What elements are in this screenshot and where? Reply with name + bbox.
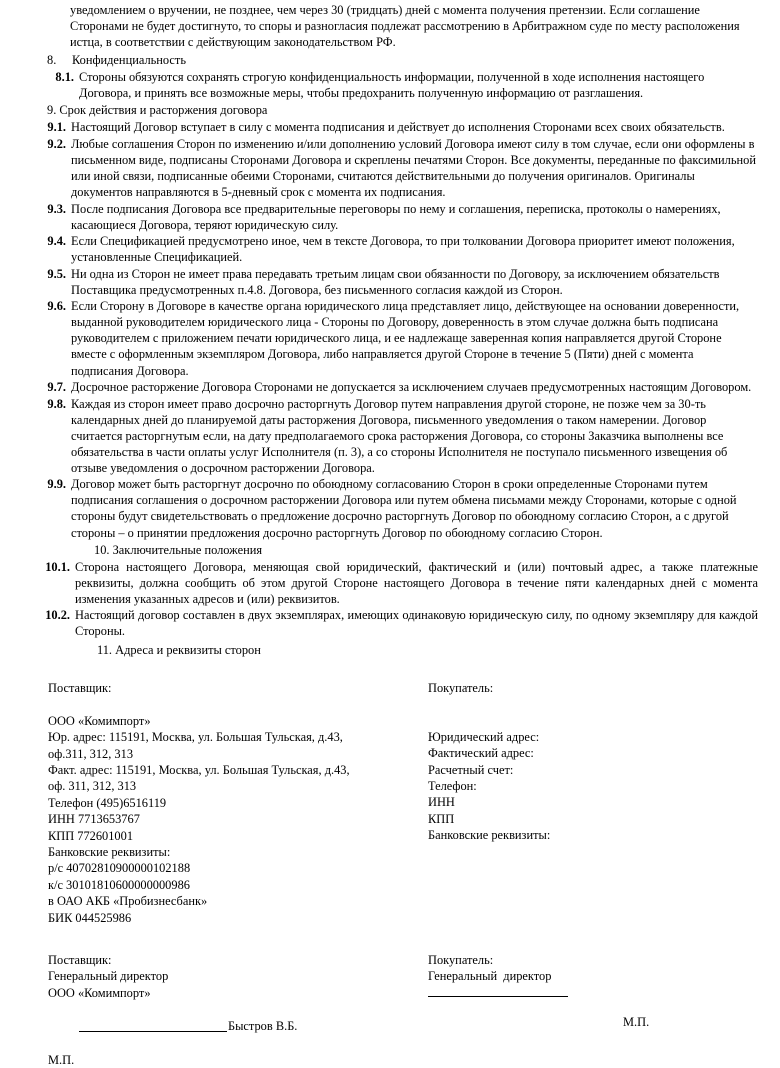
supplier-signatory-name: Быстров В.Б. [227, 1018, 298, 1033]
clause-9-6 [22, 298, 758, 378]
clause-9-4-number: 9.4. [47, 234, 66, 249]
supplier-phone: Телефон (495)6516119 [48, 795, 167, 810]
buyer-kpp-label: КПП [428, 811, 455, 826]
supplier-signature-label: Поставщик: [48, 953, 112, 968]
supplier-settlement-account: р/с 40702810900000102188 [48, 861, 191, 876]
clause-9-5-number: 9.5. [47, 266, 66, 281]
supplier-actual-address-offices: оф. 311, 312, 313 [48, 779, 137, 794]
clause-9-6-number: 9.6. [47, 299, 66, 314]
clause-9-7-text: Досрочное расторжение Договора Сторонами не допускается за исключением случаев предусмотренных настоящим Договором. [71, 380, 752, 395]
supplier-signature-rule[interactable] [79, 1031, 227, 1032]
clause-9-3-text: После подписания Договора все предварительные переговоры по нему и соглашения, переписка, протоколы о намерениях, касающиеся Договора, теряют юридическую силу. [71, 201, 721, 232]
clause-10-2 [22, 607, 758, 639]
buyer-label: Покупатель: [428, 681, 494, 696]
spacer [428, 713, 758, 729]
clause-9-9 [22, 476, 758, 540]
supplier-signature-line-row [48, 1001, 418, 1050]
supplier-legal-address-offices: оф.311, 312, 313 [48, 746, 134, 761]
supplier-inn: ИНН 7713653767 [48, 812, 140, 827]
clause-9-8-text: Каждая из сторон имеет право досрочно расторгнуть Договор путем направления другой стороне, не позже чем за 30-ть календарных дней до планируемой даты расторжения Договора, письменного уведомления о таком намерении. Договор считается расторгнутым если, на дату предполагаемого срока расторжения Договора, со стороны Заказчика выполнены все обязательства в части оплаты услуг Исполнителя (п. 3), а со стороны Исполнителя не поступало письменного извещения об отзыве уведомления о досрочном расторжении Договора. [71, 396, 728, 475]
section-10-heading: 10. Заключительные положения [94, 542, 263, 557]
buyer-inn-label: ИНН [428, 795, 455, 810]
clause-9-3 [22, 201, 758, 233]
buyer-signature-column [418, 952, 758, 1068]
section-9-heading: 9. Срок действия и расторжения договора [47, 103, 268, 118]
clause-9-5 [22, 266, 758, 298]
continued-paragraph: уведомлением о вручении, не позднее, чем через 30 (тридцать) дней с момента получения претензии. Если соглашение Сторонами не будет достигнуто, то споры и разногласия подлежат рассмотрению в Арбитражном суде по месту расположения истца, в соответствии с действующим законодательством РФ. [70, 3, 740, 50]
clause-8-1-number: 8.1. [55, 70, 74, 85]
supplier-stamp-mark: М.П. [48, 1052, 75, 1067]
supplier-bank-name: в ОАО АКБ «Пробизнесбанк» [48, 894, 208, 909]
clause-9-2-number: 9.2. [47, 136, 66, 151]
clause-8-1 [22, 69, 758, 101]
clause-9-8 [22, 396, 758, 476]
spacer [48, 697, 418, 713]
supplier-signature-column [22, 952, 418, 1068]
signature-block [22, 952, 758, 1068]
supplier-signature-company: ООО «Комимпорт» [48, 985, 151, 1000]
clause-9-7-number: 9.7. [47, 380, 66, 395]
supplier-signature-position: Генеральный директор [48, 969, 169, 984]
clause-9-1-number: 9.1. [47, 120, 66, 135]
buyer-settlement-account-label: Расчетный счет: [428, 762, 514, 777]
buyer-phone-label: Телефон: [428, 779, 477, 793]
clause-10-2-text: Настоящий договор составлен в двух экземплярах, имеющих одинаковую юридическую силу, по одному экземпляру для каждой Стороны. [75, 608, 758, 639]
supplier-correspondent-account: к/с 30101810600000000986 [48, 877, 190, 892]
section-8-title: Конфиденциальность [72, 53, 186, 68]
clause-9-3-number: 9.3. [47, 201, 66, 216]
supplier-requisites-column [22, 680, 418, 926]
clause-10-1 [22, 559, 758, 607]
clause-9-4-text: Если Спецификацией предусмотрено иное, чем в тексте Договора, то при толковании Договора приоритет имеют положения, установленные Спецификацией. [71, 234, 735, 265]
supplier-label: Поставщик: [48, 681, 112, 696]
buyer-legal-address-label: Юридический адрес: [428, 729, 540, 744]
buyer-requisites-column [418, 680, 758, 926]
clause-9-9-text: Договор может быть расторгнут досрочно по обоюдному согласованию Сторон в сроки определенные Сторонами путем подписания соглашения о досрочном расторжении Договора или путем обмена письмами между Сторонами, которые с одной стороны будут свидетельствовать о предложение досрочно расторгнуть Договор по обоюдному согласию Сторон, а с другой стороны – о принятии предложения досрочно расторгнуть Договор по обоюдному согласию Сторон. [71, 477, 737, 540]
clause-9-6-text: Если Сторону в Договоре в качестве органа юридического лица представляет лицо, действующее на основании доверенности, выданной руководителем юридического лица - Стороны по Договору, доверенность в этом случае должна быть подписана руководителем с приложением печати юридического лица, и ее надлежаще заверенная копия направляется другой Стороне вместе с оформленным экземпляром Договора, либо направляется другой Стороне в течение 5 (Пяти) дней с момента подписания Договора. [71, 299, 740, 378]
clause-10-1-number: 10.1. [45, 559, 70, 574]
requisites-block [22, 680, 758, 926]
clause-9-1 [22, 119, 758, 135]
clause-10-1-text: Сторона настоящего Договора, меняющая свой юридический, фактический и (или) почтовый адрес, а также платежные реквизиты, должна сообщить об этом другой Стороне настоящего Договора в течение пяти календарных дней с момента изменения указанных адресов и (или) реквизитов. [75, 559, 758, 606]
spacer [428, 697, 758, 713]
clause-9-5-text: Ни одна из Сторон не имеет права передавать третьим лицам свои обязанности по Договору, за исключением обязательств Поставщика предусмотренных п.4.8. Договора, без письменного согласия каждой из Сторон. [71, 266, 720, 297]
clause-10-2-number: 10.2. [45, 608, 70, 623]
buyer-actual-address-label: Фактический адрес: [428, 746, 534, 761]
supplier-legal-address: Юр. адрес: 115191, Москва, ул. Большая Тульская, д.43, [48, 730, 343, 745]
buyer-signature-position: Генеральный директор [428, 969, 552, 984]
clause-9-7 [22, 379, 758, 395]
section-11-heading: 11. Адреса и реквизиты сторон [97, 643, 261, 658]
supplier-actual-address: Факт. адрес: 115191, Москва, ул. Большая Тульская, д.43, [48, 763, 350, 777]
section-8-number: 8. [47, 53, 57, 68]
supplier-kpp: КПП 772601001 [48, 828, 134, 843]
supplier-company: ООО «Комимпорт» [48, 713, 151, 728]
clause-9-2-text: Любые соглашения Сторон по изменению и/или дополнению условий Договора имеют силу в том случае, если они оформлены в письменном виде, подписаны Сторонами Договора и скреплены печатями Сторон. Все документы, переданные по факсимильной или иной связи, подписанные обеими Сторонами, считаются действительными до получения оригиналов. Оригиналы документов направляются в 5-дневный срок с момента их подписания. [71, 136, 756, 200]
clause-9-4 [22, 233, 758, 265]
buyer-bank-details-label: Банковские реквизиты: [428, 828, 551, 843]
clause-9-1-text: Настоящий Договор вступает в силу с момента подписания и действует до исполнения Сторонами всех своих обязательств. [71, 120, 725, 135]
supplier-bik: БИК 044525986 [48, 910, 132, 925]
clause-9-9-number: 9.9. [47, 477, 66, 492]
buyer-signature-rule[interactable] [428, 996, 568, 997]
supplier-bank-details-label: Банковские реквизиты: [48, 845, 171, 860]
clause-8-1-text: Стороны обязуются сохранять строгую конфиденциальность информации, полученной в ходе исполнения настоящего Договора, и принять все возможные меры, чтобы предохранить полученную информацию от разглашения. [79, 70, 705, 101]
clause-9-8-number: 9.8. [47, 396, 66, 411]
buyer-signature-label: Покупатель: [428, 953, 494, 968]
section-8-heading [22, 52, 758, 68]
clause-9-2 [22, 136, 758, 200]
buyer-stamp-mark: М.П. [623, 1015, 650, 1030]
